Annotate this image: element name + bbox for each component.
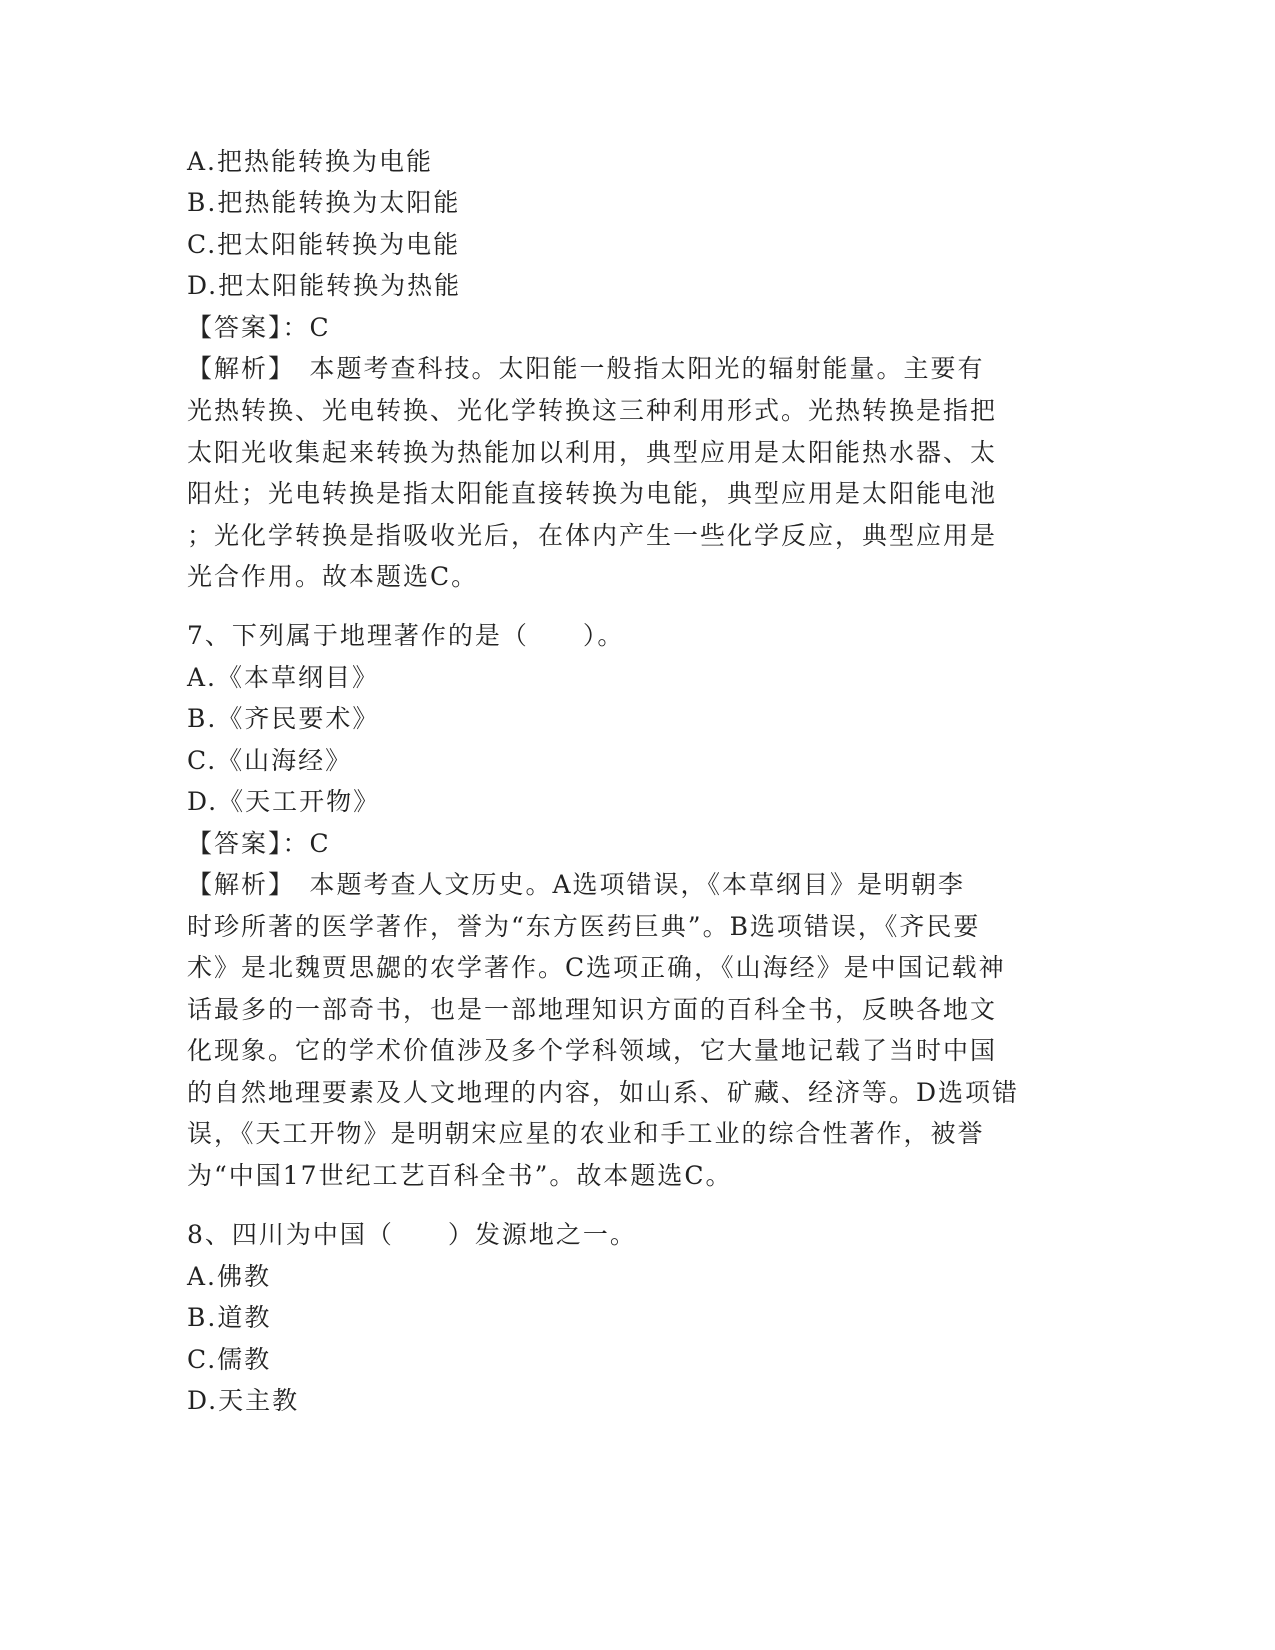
q6-option-d: D.把太阳能转换为热能 [187,271,462,300]
q6-option-a: A.把热能转换为电能 [187,147,434,176]
q6-analysis-line: 光合作用。故本题选C。 [187,562,479,591]
q6-option-b: B.把热能转换为太阳能 [187,188,461,217]
q7-option-a: A.《本草纲目》 [187,663,380,692]
q7-analysis-line: 化现象。它的学术价值涉及多个学科领域，它大量地记载了当时中国 [187,1036,998,1065]
q8-question: 8、四川为中国（ ）发源地之一。 [187,1220,637,1249]
q6-answer: 【答案】：C [187,313,331,342]
q8-option-b: B.道教 [187,1303,272,1332]
q7-question: 7、下列属于地理著作的是（ ）。 [187,621,625,650]
q7-answer: 【答案】：C [187,829,331,858]
q6-analysis-line: 阳灶；光电转换是指太阳能直接转换为电能，典型应用是太阳能电池 [187,479,998,508]
q7-option-d: D.《天工开物》 [187,787,381,816]
q7-analysis-line: 的自然地理要素及人文地理的内容，如山系、矿藏、经济等。D选项错 [187,1078,1020,1107]
q7-analysis-line: 为“中国17世纪工艺百科全书”。故本题选C。 [187,1161,733,1190]
q7-analysis-line: 误，《天工开物》是明朝宋应星的农业和手工业的综合性著作，被誉 [187,1119,985,1148]
q7-analysis-line: 术》是北魏贾思勰的农学著作。C选项正确，《山海经》是中国记载神 [187,953,1006,982]
q7-option-b: B.《齐民要术》 [187,704,380,733]
q6-option-c: C.把太阳能转换为电能 [187,230,461,259]
q7-analysis-line: 话最多的一部奇书，也是一部地理知识方面的百科全书，反映各地文 [187,995,998,1024]
q8-option-d: D.天主教 [187,1386,300,1415]
q8-option-a: A.佛教 [187,1262,272,1291]
q6-analysis-line: ；光化学转换是指吸收光后，在体内产生一些化学反应，典型应用是 [187,521,998,550]
q7-analysis-line: 时珍所著的医学著作，誉为“东方医药巨典”。B选项错误，《齐民要 [187,912,981,941]
q8-option-c: C.儒教 [187,1345,272,1374]
q6-analysis-line: 太阳光收集起来转换为热能加以利用，典型应用是太阳能热水器、太 [187,438,998,467]
q6-analysis-line: 光热转换、光电转换、光化学转换这三种利用形式。光热转换是指把 [187,396,998,425]
q6-analysis-line: 【解析】 本题考查科技。太阳能一般指太阳光的辐射能量。主要有 [187,354,985,383]
q7-option-c: C.《山海经》 [187,746,353,775]
q7-analysis-line: 【解析】 本题考查人文历史。A选项错误，《本草纲目》是明朝李 [187,870,966,899]
